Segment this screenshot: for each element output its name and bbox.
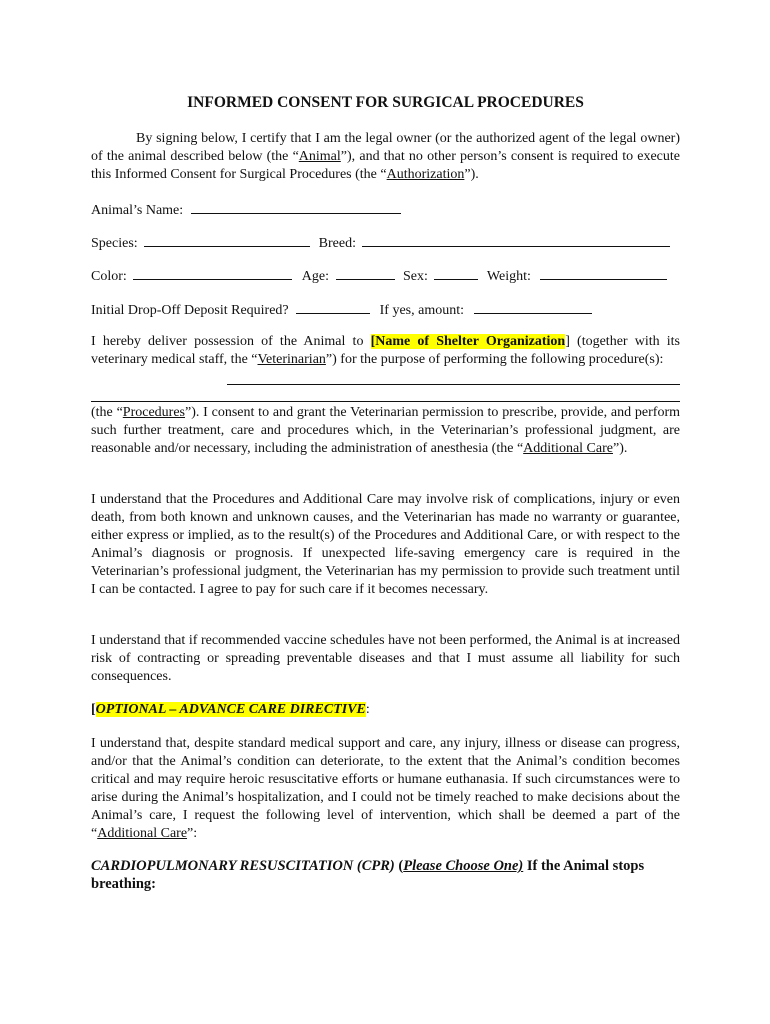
additional-care-term-2: Additional Care [97,826,188,841]
color-field[interactable] [133,266,292,280]
vaccine-paragraph: I understand that if recommended vaccine schedules have not been performed, the Animal is at increased risk of contracting or spreading preventable diseases and that I must assume all liability for such consequences. [91,633,680,684]
choose-one-label: Please Choose One) [403,858,524,874]
procedures-text-1: (the “ [91,405,123,420]
age-label: Age: [301,269,329,284]
procedures-text-2: ”). I consent to and grant the Veterinarian permission to prescribe, provide, and perform such further treatment, care and procedures which, in the Veterinarian’s professional judgment, are reasonable and/or necessary, including the administration of anesthesia (the “ [91,405,680,456]
delivery-paragraph [91,333,680,369]
procedures-paragraph [91,404,680,458]
procedure-field[interactable] [227,371,680,385]
veterinarian-term: Veterinarian [257,352,326,367]
color-label: Color: [91,269,127,284]
intro-paragraph [91,130,680,184]
authorization-term: Authorization [386,167,465,182]
animal-name-row [91,200,680,220]
breed-label: Breed: [318,236,356,251]
bracket-close: ] [565,334,570,349]
age-field[interactable] [336,266,395,280]
shelter-organization-placeholder[interactable]: [Name of Shelter Organization [370,334,566,349]
cpr-paren: ( [394,858,404,874]
amount-label: If yes, amount: [379,303,465,318]
species-field[interactable] [144,233,310,247]
advance-care-paragraph [91,735,680,843]
delivery-text-1: I hereby deliver possession of the Animal to [91,334,371,349]
procedures-text-3: ”). [612,441,628,456]
deposit-field[interactable] [296,300,370,314]
breed-field[interactable] [362,233,670,247]
procedure-field-line-2[interactable] [91,401,680,402]
weight-label: Weight: [486,269,531,284]
species-breed-row [91,233,680,253]
intro-text-2: ”), and that no other person’s consent is required to execute this Informed Consent for Surgical Procedures (the “ [91,149,681,182]
animal-name-label: Animal’s Name: [91,203,184,218]
additional-care-term: Additional Care [523,441,613,456]
advance-text-1: I understand that, despite standard medical support and care, any injury, illness or disease can progress, and/or that the Animal’s condition can deteriorate, to the extent that the Animal’s condition becomes critical and may require heroic resuscitative efforts or humane euthanasia. If such circumstances were to arise during the Animal’s hospitalization, and I could not be timely reached to make decisions about the Animal’s care, I request the following level of intervention, which shall be deemed a part of the “ [91,736,680,841]
risk-paragraph: I understand that the Procedures and Additional Care may involve risk of complications, injury or even death, from both known and unknown causes, and the Veterinarian has made no warranty or guarantee, either express or implied, as to the result(s) of the Procedures and Additional Care, or with respect to the Animal’s diagnosis or prognosis. If unexpected life-saving emergency care is required in the Veterinarian’s professional judgment, the Veterinarian has my permission to provide such treatment until I can be contacted. I agree to pay for such care if it becomes necessary. [91,492,680,597]
document-title: INFORMED CONSENT FOR SURGICAL PROCEDURES [187,94,584,111]
animal-name-field[interactable] [191,200,401,214]
color-age-sex-weight-row [91,266,680,286]
sex-field[interactable] [434,266,478,280]
heading-bracket: [ [91,702,96,717]
heading-colon: : [365,702,370,717]
delivery-text-2: (together with its veterinary medical staff, the “ [91,334,680,367]
optional-heading-text: OPTIONAL – ADVANCE CARE DIRECTIVE [95,702,366,717]
advance-text-2: ”: [187,826,198,841]
procedures-term: Procedures [122,405,185,420]
cpr-title: CARDIOPULMONARY RESUSCITATION (CPR) [91,858,395,874]
amount-field[interactable] [474,300,592,314]
intro-text-3: ”). [464,167,479,182]
animal-term: Animal [298,149,341,164]
cpr-question: If the Animal stops breathing: [91,858,645,892]
deposit-label: Initial Drop-Off Deposit Required? [91,303,289,318]
weight-field[interactable] [540,266,667,280]
deposit-row [91,300,680,320]
advance-directive-heading [91,701,680,719]
cpr-heading [91,857,691,893]
sex-label: Sex: [403,269,428,284]
delivery-text-3: ”) for the purpose of performing the following procedure(s): [325,352,664,367]
species-label: Species: [91,236,138,251]
intro-text-1: By signing below, I certify that I am the legal owner (or the authorized agent of the legal owner) of the animal described below (the “ [91,131,680,164]
